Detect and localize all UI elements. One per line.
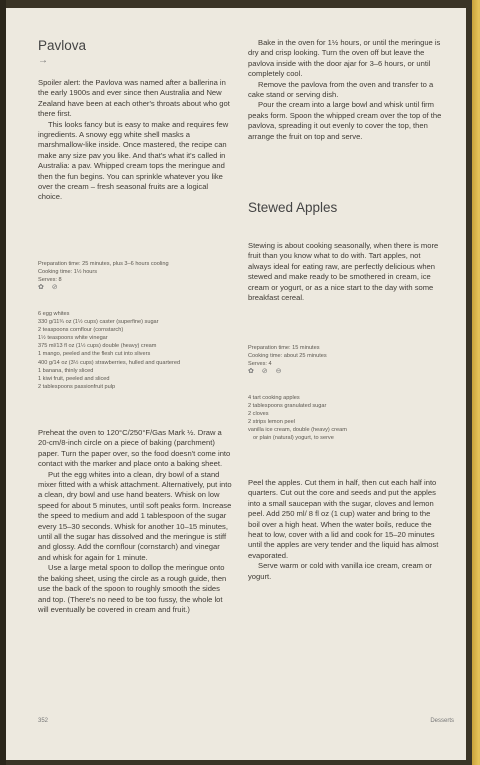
diet-icons: ✿ ⊘ ⊖: [248, 368, 285, 376]
method-paragraph: Bake in the oven for 1½ hours, or until the meringue is dry and crisp looking. Turn the oven off but leave the pavlova inside with the door ajar for 3–6 hours, or until completely cool.: [248, 38, 441, 79]
arrow-icon: →: [38, 55, 48, 66]
serves: Serves: 8: [38, 277, 62, 284]
ingredient: vanilla ice cream, double (heavy) cream: [248, 427, 347, 434]
ingredient: 2 tablespoons passionfruit pulp: [38, 383, 116, 390]
method-paragraph: Pour the cream into a large bowl and whisk until firm peaks form. Spoon the whipped cream over the top of the pavlova, spreading it out evenly to cover the top, then arrange the fruit on top and serve.: [248, 100, 442, 141]
pavlova-title: Pavlova: [38, 38, 87, 53]
pavlova-method-continued: [248, 38, 444, 142]
stewed-method: [248, 478, 444, 582]
ingredient: 1 kiwi fruit, peeled and sliced: [38, 375, 110, 382]
cook-time: Cooking time: about 25 minutes: [248, 353, 327, 360]
ingredient: 6 egg whites: [38, 311, 70, 317]
page-edge: [472, 0, 480, 765]
pavlova-method: [38, 428, 234, 615]
ingredient: 1 mango, peeled and the flesh cut into slivers: [38, 351, 151, 358]
method-paragraph: Remove the pavlova from the oven and transfer to a cake stand or serving dish.: [248, 79, 434, 100]
ingredient: 2 teaspoons cornflour (cornstarch): [38, 327, 124, 334]
pavlova-ingredients: [38, 310, 234, 391]
ingredient: 4 tart cooking apples: [248, 395, 300, 401]
stewed-meta: [248, 344, 444, 376]
prep-time: Preparation time: 15 minutes: [248, 345, 320, 351]
method-paragraph: Preheat the oven to 120°C/250°F/Gas Mark ½. Draw a 20-cm/8-inch circle on a piece of baking (parchment) paper. Turn the paper over, so the food doesn't come into contact with the marker and place onto a baking sheet.: [38, 428, 231, 469]
method-paragraph: Peel the apples. Cut them in half, then cut each half into quarters. Cut out the core and seeds and put the apples into a small saucepan with the sugar, cloves and lemon peel. Add 250 ml/ 8 fl oz (1 cup) water and bring to the boil over a high heat. When the water boils, reduce the heat to low, cover with a lid and cook for 15–20 minutes until the apples are very tender and the liquid has almost evaporated.: [248, 478, 439, 560]
prep-time: Preparation time: 25 minutes, plus 3–6 hours cooling: [38, 261, 169, 267]
ingredient: 1 banana, thinly sliced: [38, 367, 94, 374]
recipe-page: [6, 8, 466, 760]
method-paragraph: Use a large metal spoon to dollop the meringue onto the baking sheet, using the circle as a rough guide, then use the back of the spoon to roughly smooth the sides and top. (There's no need to be too fussy, the whole lot will eventually be covered in cream and fruit.): [38, 563, 227, 614]
ingredient: 2 cloves: [248, 411, 269, 418]
ingredient: 400 g/14 oz (3½ cups) strawberries, hulled and quartered: [38, 359, 181, 366]
ingredient: or plain (natural) yogurt, to serve: [253, 435, 334, 442]
intro-paragraph: This looks fancy but is easy to make and requires few ingredients. A snowy egg white shell masks a marshmallow-like inside. Once mastered, the recipe can make any size pav you like. And that's what it's called in Australia: a pav. Whipped cream tops the meringue and then the fun begins. You can sprinkle whatever you like over the cream – fresh seasonal fruits are a logical choice.: [38, 119, 229, 202]
ingredient: 2 tablespoons granulated sugar: [248, 403, 327, 410]
ingredient: 2 strips lemon peel: [248, 419, 295, 426]
stewed-ingredients: [248, 394, 444, 443]
page-number: 352: [38, 718, 49, 724]
stewed-intro: [248, 241, 444, 303]
section-name: Desserts: [430, 718, 454, 724]
ingredient: 375 ml/13 fl oz (1½ cups) double (heavy) cream: [38, 343, 157, 350]
ingredient: 330 g/11¾ oz (1½ cups) caster (superfine) sugar: [38, 319, 159, 326]
cook-time: Cooking time: 1½ hours: [38, 269, 98, 276]
serves: Serves: 4: [248, 361, 272, 368]
pavlova-intro: [38, 78, 234, 203]
pavlova-meta: [38, 260, 234, 292]
method-paragraph: Put the egg whites into a clean, dry bowl of a stand mixer fitted with a whisk attachment. Alternatively, put into a clean, dry bowl and use hand beaters. Whisk on low speed for about 5 minutes, until soft peaks form. Increase the speed to medium and add 1 tablespoon of the sugar every 15–30 seconds. Whisk for another 10–15 minutes, until all the sugar has dissolved and the meringue is stiff and glossy. Add the cornflour (cornstarch) and vinegar and whisk for again for 1 minute.: [38, 469, 232, 562]
stewed-apples-title: Stewed Apples: [248, 200, 338, 215]
intro-paragraph: Stewing is about cooking seasonally, when there is more fruit than you know what to do with. Tart apples, not always ideal for eating raw, are perfectly delicious when stewed and make ready to be smothered in cream, ice cream or yogurt, or as a nice start to the day with some breakfast cereal.: [248, 241, 439, 303]
diet-icons: ✿ ⊘: [38, 284, 61, 292]
method-paragraph: Serve warm or cold with vanilla ice cream, cream or yogurt.: [248, 561, 432, 581]
intro-paragraph: Spoiler alert: the Pavlova was named after a ballerina in the early 1900s and ever since then Australia and New Zealand have been at each other's throats about who got there first.: [38, 78, 230, 119]
ingredient: 1½ teaspoons white vinegar: [38, 335, 108, 342]
